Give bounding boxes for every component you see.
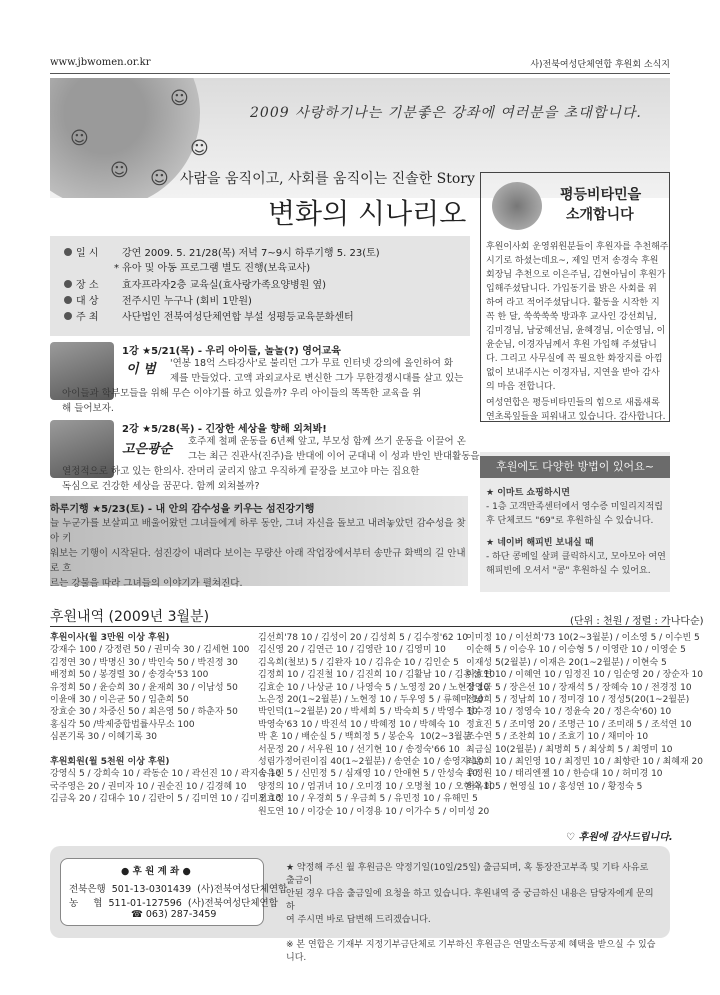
- donor-line: 원도연 10 / 이강순 10 / 이경용 10 / 이가수 5 / 이미성 20: [258, 806, 490, 817]
- figure-icon: ☺: [190, 138, 209, 159]
- account-phone[interactable]: ☎ 063) 287-3459: [131, 909, 217, 920]
- lecture-desc: 호주제 철폐 운동을 6년째 앞고, 부모성 함께 쓰기 운동을 이끌어 온 그는 최근 진관사(진주)을 반대에 이어 군대내 이 성과 반인 반대활동을: [188, 436, 480, 462]
- donor-line: 이효연 10 / 이혜연 10 / 임정진 10 / 임순영 20 / 장순자 10: [466, 670, 703, 681]
- lecturer-name: 고은광순: [122, 442, 173, 457]
- info-row-host: 주 최 사단법인 전북여성단체연합 부설 성평등교육문화센터: [64, 308, 354, 323]
- bullet-icon: [64, 248, 72, 256]
- account-title: ● 후 원 계 좌 ●: [121, 866, 191, 877]
- trip-title: 하루기행 ★5/23(토) - 내 안의 감수성을 키우는 섬진강기행: [50, 504, 315, 515]
- donor-line: 전남희 5 / 정남희 10 / 정미경 10 / 정성5(20(1~2월분): [466, 695, 690, 706]
- story-title: 변화의 시나리오: [268, 197, 467, 230]
- donor-line: [50, 744, 281, 756]
- donor-line: 국주영은 20 / 권미자 10 / 권순진 10 / 김경혜 10: [50, 781, 247, 792]
- donor-line: 강영식 5 / 강희숙 10 / 곽동순 10 / 곽선진 10 / 곽지숙 10: [50, 769, 282, 780]
- story-subtitle: 사람을 움직이고, 사회를 움직이는 진솔한 Story: [180, 171, 475, 187]
- intro-body: 후원이사회 운영위원분들이 후원자를 추천해주 시기로 하셨는데요~, 제일 먼저 송경숙 후원 회장님 추천으로 이은주님, 김현아님이 후원가 입해주셨답니다. 가입동기를 밝은 사회를 위 하여 라고 적어주셨답니다. 활동을 시작한 지 꼭 한 달, 쑥쑥쑥쑥 방과후 교사인 강선희님, 김미경님, 남궁혜선님, 윤혜경님, 이순영님, 이 윤순님, 이경자님께서 후원 가입해 주셨답니 다. 그리고 사무실에 꼭 필요한 화장지를 아낌 없이 보내주시는 이경자님, 지연을 받아 감사 의 마음 전합니다.: [486, 242, 669, 392]
- account-box: [60, 858, 288, 926]
- donor-line: 정수경 10 / 정영숙 10 / 정윤숙 20 / 정은숙'60) 10: [466, 707, 672, 718]
- site-url[interactable]: www.jbwomen.or.kr: [50, 57, 151, 68]
- donor-line: 김정연 30 / 박명신 30 / 박인숙 50 / 박진정 30: [50, 657, 238, 668]
- donor-line: 허옥희 5 / 현영실 10 / 홍성연 10 / 황정숙 5: [466, 781, 643, 792]
- donor-line: 박인덕(1~2월분) 20 / 박세희 5 / 박숙희 5 / 박영수 10: [258, 707, 478, 718]
- intro-body-2: 여성연합은 평등비타민들의 힘으로 새롭새록 연초록잎들을 피워내고 있습니다. 감사합니다.: [486, 398, 666, 422]
- donor-line: 이윤애 30 / 이은균 50 / 임춘희 50: [50, 695, 189, 706]
- donor-line: 김정희 10 / 김진철 10 / 김진희 10 / 김활남 10 / 김홍선 10: [258, 670, 495, 681]
- lecture-desc-cont: 아이들과 학부모들을 위해 무슨 이야기를 하고 있을까? 우리 아이들의 똑똑한 교육을 위 해 들어보자.: [62, 388, 422, 414]
- donor-column: [466, 632, 703, 793]
- donor-line: 노은정 20(1~2월분) / 노현정 10 / 두우영 5 / 류혜미 10: [258, 695, 484, 706]
- lecture-title: 2강 ★5/28(목) - 긴장한 세상을 향해 외쳐봐!: [122, 424, 327, 435]
- figure-icon: ☺: [170, 88, 189, 109]
- donations-title: 후원내역 (2009년 3월분): [50, 609, 210, 625]
- lecturer-name: 이 범: [126, 362, 156, 377]
- donor-line: 성림가정어린이집 40(1~2월분) / 송연순 10 / 송영자 10: [258, 757, 484, 768]
- donor-line: 홍심각 50 /박제중합법률사무소 100: [50, 719, 195, 730]
- intro-title: 소개합니다: [566, 207, 634, 223]
- donor-line: 배정희 50 / 봉경렬 30 / 송경숙'53 100: [50, 670, 209, 681]
- figure-icon: ☺: [70, 128, 89, 149]
- bullet-icon: [64, 312, 72, 320]
- donor-line: 심폰기록 30 / 이혜기록 30: [50, 732, 157, 743]
- thanks-note: ♡ 후원에 감사드립니다.: [566, 832, 673, 843]
- trip-desc: 늘 누군가를 보살피고 배울어왔던 그녀들에게 하루 동안, 그녀 자신을 돌보고 내려놓았던 감수성을 찾아 키 워보는 기행이 시작된다. 섬진강이 내려다 보이는 무량산 아래 작업장에서부터 송만규 화백의 길 안내로 흐 르는 강물을 따라 그녀들의 이야기가 펼쳐진다.: [50, 518, 466, 589]
- lecture-desc: '연봉 18억 스타강사'로 불리던 그가 무료 인터넷 강의에 올인하여 화 제를 만들었다. 고액 과외교사로 변신한 그가 무한경쟁시대를 살고 있는: [170, 358, 464, 384]
- donor-line: 박 혼 10 / 배순실 5 / 백희정 5 / 봉순옥 10(2~3월분: [258, 732, 472, 743]
- donor-line: 서문정 20 / 서우원 10 / 선기현 10 / 송정숙'66 10: [258, 744, 460, 755]
- donor-column: [50, 632, 281, 806]
- trip-box: [50, 496, 468, 589]
- donor-line: 송유진 5 / 신민정 5 / 심재영 10 / 안애현 5 / 안성숙 10: [258, 769, 478, 780]
- bullet-icon: [64, 296, 72, 304]
- donor-line: 김금옥 20 / 김대수 10 / 김란이 5 / 김미연 10 / 김미진 10: [50, 794, 282, 805]
- donor-line: 조수연 5 / 조찬희 10 / 조효기 10 / 채미아 10: [466, 732, 649, 743]
- divider: [50, 626, 670, 627]
- header-bar: [50, 52, 670, 74]
- donor-line: 오효정 10 / 우경희 5 / 우금희 5 / 유민정 10 / 유해민 5: [258, 794, 478, 805]
- info-row-place: 장 소 효자프라자2층 교육실(효사랑가족요양병원 옆): [64, 276, 326, 291]
- account-jb[interactable]: 전북은행 501-13-0301439 (사)전북여성단체연합: [69, 884, 288, 895]
- event-info-box: [50, 236, 470, 336]
- donor-line: 이재성 5(2월분) / 이재은 20(1~2월분) / 이현숙 5: [466, 657, 667, 668]
- donor-line: 추정원 10 / 태리엔젤 10 / 한승대 10 / 허미경 10: [466, 769, 663, 780]
- donor-line: 유정희 50 / 윤승희 30 / 윤재희 30 / 이남성 50: [50, 682, 238, 693]
- info-row-target: 대 상 전주시민 누구나 (회비 1만원): [64, 292, 252, 307]
- donor-line: 김옥희(철보) 5 / 김완자 10 / 김유순 10 / 김인순 5: [258, 657, 459, 668]
- account-nh[interactable]: 농 협 511-01-127596 (사)전북여성단체연합: [69, 898, 278, 909]
- donor-line: 이미정 10 / 이선희'73 10(2~3월분) / 이소영 5 / 이수빈 5: [466, 633, 700, 643]
- donor-line: 김효순 10 / 나상균 10 / 나영숙 5 / 노영정 20 / 노현정 10: [258, 682, 490, 693]
- lecture-title: 1강 ★5/21(목) - 우리 아이들, 놀놀(?) 영어교육: [122, 346, 341, 357]
- method-emart: ★ 이마트 쇼핑하시면 - 1층 고객만족센터에서 영수증 미일리지적립 후 단체코드 "69"로 후원하실 수 있습니다.: [486, 488, 663, 526]
- bullet-icon: [64, 280, 72, 288]
- sprout-icon: [492, 182, 542, 230]
- donor-line: 박영숙'63 10 / 박진석 10 / 박혜정 10 / 박혜숙 10: [258, 719, 460, 730]
- donor-line: 장효순 30 / 차중신 50 / 최은영 50 / 하춘자 50: [50, 707, 238, 718]
- notice-text: ★ 약정해 주신 월 후원금은 약정기일(10일/25일) 출금되며, 혹 통장잔고부족 및 기타 사유로 출금이 안된 경우 다음 출금일에 요청을 하고 있습니다. 후원내역 중 궁금하신 내용은 담당자에게 문의하 여 주시면 바로 답변해 드리겠습니다. ※ 본 연합은 기재부 지정기부금단체로 기부하신 후원금은 연말소득공제 혜택을 받으실 수 있습니다.: [286, 863, 656, 963]
- donor-line: 최금실 10(2월분) / 최명희 5 / 최상희 5 / 최영미 10: [466, 744, 673, 755]
- donor-line: 김선희'78 10 / 김성이 20 / 김성희 5 / 김수정'62 10: [258, 633, 468, 643]
- lecture-desc-cont: 열정적으로 하고 있는 한의사. 잔머리 굴리지 않고 우직하게 끝장을 보고야 마는 집요한 독심으로 건강한 세상을 꿈꾼다. 함께 외쳐볼까?: [62, 466, 420, 492]
- org-name: 사)전북여성단체연합 후원회 소식지: [530, 60, 670, 70]
- method-happybean: ★ 네이버 해피빈 보내실 때 - 하단 콩메일 살펴 클릭하시고, 모아모아 여연 해피빈에 오셔서 "콩" 후원하실 수 있어요.: [486, 538, 666, 576]
- donations-unit: (단위 : 천원 / 정렬 : 가나다순): [570, 616, 704, 627]
- intro-title: 평등비타민을: [560, 187, 642, 203]
- donor-line: 정효진 5 / 조미영 20 / 조명근 10 / 조미래 5 / 조석연 10: [466, 719, 692, 730]
- figure-icon: ☺: [110, 160, 129, 181]
- donor-line: 후원이사(월 3만원 이상 후원): [50, 633, 170, 643]
- donation-methods-box: [480, 452, 670, 592]
- donor-line: 최은희 10 / 최인영 10 / 최정민 10 / 최향란 10 / 최혜재 20: [466, 757, 703, 768]
- donor-line: 양정의 10 / 엄귀녀 10 / 오미경 10 / 오명철 10 / 오현숙 10: [258, 781, 495, 792]
- donor-line: 강재수 100 / 강정련 50 / 권미숙 30 / 김세현 100: [50, 645, 250, 656]
- methods-header: 후원에도 다양한 방법이 있어요~: [480, 456, 670, 478]
- info-row-date: 일 시 강연 2009. 5. 21/28(목) 저녁 7~9시 하루기행 5. 23(토): [64, 244, 380, 259]
- donor-line: 이순해 5 / 이승우 10 / 이승형 5 / 이영란 10 / 이영순 5: [466, 645, 686, 656]
- info-row-note: * 유아 및 아동 프로그램 별도 진행(보육교사): [114, 263, 311, 274]
- donor-line: 장영금 5 / 장은선 10 / 장재석 5 / 장혜숙 10 / 전경정 10: [466, 682, 692, 693]
- donor-line: 후원회원(월 5천원 이상 후원): [50, 757, 170, 768]
- donor-column: [258, 632, 495, 818]
- figure-icon: ☺: [150, 168, 169, 189]
- banner-slogan: 2009 사랑하기나는 기분좋은 강좌에 여러분을 초대합니다.: [250, 105, 642, 121]
- donor-line: 김신영 20 / 김연근 10 / 김영란 10 / 김영미 10: [258, 645, 446, 656]
